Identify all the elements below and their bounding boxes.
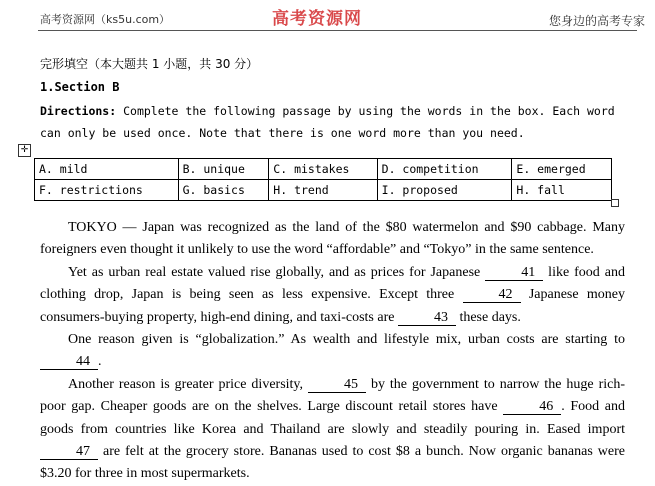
word-box-row (35, 159, 612, 180)
passage-text: these days. (455, 309, 521, 325)
passage-text: Another reason is greater price diversity, (68, 376, 308, 392)
section-subtitle: 1.Section B (40, 80, 120, 94)
passage-text: . Food and goods from countries like Korea and Thailand are slowly and steadily pouring in. Eased import (40, 399, 625, 437)
directions-label: Directions: (40, 104, 117, 118)
passage-text: are felt at the grocery store. Bananas used to cost $8 a bunch. Now organic bananas were $3.20 for three in most supermarkets. (40, 444, 625, 482)
passage-text: TOKYO — Japan was recognized as the land of the $80 watermelon and $90 cabbage. Many foreigners even thought it unlikely to use the word “affordable” and “Tokyo” in the same sentence. (40, 220, 625, 258)
blank-47[interactable]: 47 (40, 445, 98, 460)
passage-paragraph (40, 329, 625, 374)
word-box-row (35, 180, 612, 201)
passage-paragraph (40, 217, 625, 262)
blank-42[interactable]: 42 (463, 288, 521, 303)
blank-41[interactable]: 41 (485, 266, 543, 281)
passage-text: by the government to narrow the huge rich-poor gap. Cheaper goods are on the shelves. Large discount retail stores have (40, 376, 625, 415)
blank-43[interactable]: 43 (398, 311, 456, 326)
blank-44[interactable]: 44 (40, 355, 98, 370)
passage-paragraph (40, 262, 625, 329)
word-box-cell: B. unique (178, 159, 269, 180)
word-box-cell: A. mild (35, 159, 179, 180)
header-logo-text: 高考资源网 (272, 9, 362, 29)
word-box-cell: H. fall (512, 180, 612, 201)
word-box-table (34, 158, 612, 201)
table-resize-handle-icon[interactable] (611, 199, 619, 207)
passage-text: Yet as urban real estate valued rise globally, and as prices for Japanese (68, 264, 486, 280)
directions-text: Complete the following passage by using the words in the box. Each word can only be used once. Note that there is one word more than you need. (40, 104, 615, 140)
blank-46[interactable]: 46 (503, 400, 561, 415)
passage-text: like food and clothing drop, Japan is being seen as less expensive. Except three (40, 264, 625, 303)
page-header (0, 0, 655, 30)
word-box-cell: C. mistakes (269, 159, 377, 180)
section-title: 完形填空（本大题共 1 小题，共 30 分） (40, 57, 259, 71)
table-move-handle-icon[interactable]: ✛ (18, 144, 31, 157)
word-box-cell: I. proposed (377, 180, 512, 201)
header-left-text: 高考资源网（ks5u.com） (40, 13, 171, 26)
header-rule (38, 30, 637, 31)
word-box-cell: G. basics (178, 180, 269, 201)
header-right-text: 您身边的高考专家 (548, 14, 645, 28)
word-box-cell: D. competition (377, 159, 512, 180)
word-box-cell: F. restrictions (35, 180, 179, 201)
passage-text: . (98, 354, 102, 370)
passage-text: Japanese money consumers-buying property, high-end dining, and taxi-costs are (40, 287, 626, 325)
passage (40, 217, 625, 486)
passage-paragraph (40, 374, 625, 486)
blank-45[interactable]: 45 (308, 378, 366, 393)
word-box-cell: H. trend (269, 180, 377, 201)
passage-text: One reason given is “globalization.” As wealth and lifestyle mix, urban costs are starting to (68, 332, 625, 348)
word-box-cell: E. emerged (512, 159, 612, 180)
directions (40, 100, 615, 144)
